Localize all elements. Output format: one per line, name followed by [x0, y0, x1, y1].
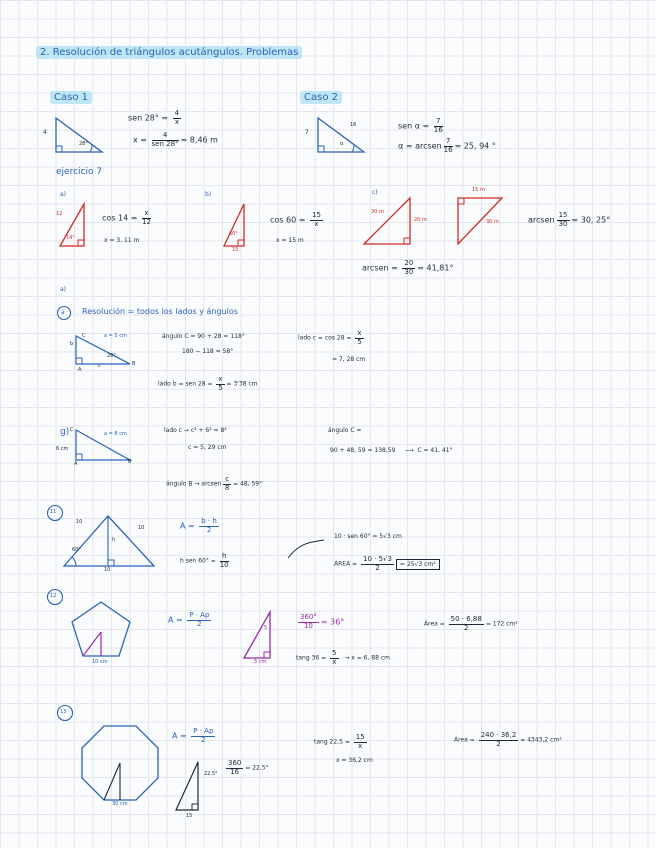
caso2-side-left: 7 — [305, 129, 309, 136]
part-a-l3: lado c = cos 28 = $\frac{x}{5}$ — [298, 329, 362, 346]
part-a-l4: = 7, 28 cm — [332, 356, 366, 363]
p12-tri-base: 5 cm — [254, 659, 267, 665]
p11-h-eq: h sen 60° = $\frac{h}{10}$ — [180, 552, 229, 569]
part-a-circle-label: a — [61, 309, 65, 316]
p13-tri-angle: 22,5° — [204, 771, 218, 777]
caso2-eq1: sen α = $\frac{7}{16}$ — [398, 117, 443, 134]
p11-triangle — [60, 512, 160, 570]
ej7-c-label: c) — [372, 189, 378, 196]
ej7-c-hyp: 30 m — [371, 209, 384, 215]
p11-height: h — [112, 537, 116, 543]
p11-side-right: 10 — [138, 525, 145, 531]
ej7-a-side: 12 — [56, 211, 63, 217]
ej7-b-eq1: cos 60 = $\frac{15}{x}$ — [270, 211, 321, 228]
caso2-triangle — [312, 112, 372, 156]
caso1-eq2: x = $\frac{4}{\text{sen 28°}}$ = 8,46 m — [133, 131, 218, 148]
part-g-vertex-c: C — [70, 427, 74, 433]
part-g-triangle — [70, 424, 136, 464]
caso1-side: 4 — [43, 129, 47, 136]
p11-base: 10 — [104, 567, 111, 573]
part-g-vertex-b: B — [128, 459, 132, 465]
ej7-b-side: 15 — [232, 247, 239, 253]
p12-area-formula: A = $\frac{P \cdot Ap}{2}$ — [168, 611, 210, 628]
p11-side-left: 10 — [76, 519, 83, 525]
ej7-b-triangle — [220, 200, 254, 250]
part-a-l2: 180 − 118 = 58° — [182, 348, 234, 355]
caso2-side-hyp: 16 — [350, 122, 357, 128]
ej7-a-label: a) — [60, 191, 67, 198]
ej7-a-angle: 14° — [66, 235, 75, 241]
p13-tan-eq: tang 22,5 = $\frac{15}{x}$ — [314, 733, 365, 750]
ej7-c-side: 20 m — [414, 217, 427, 223]
ej7-c-eq1: arcsen $\frac{15}{30}$ = 30, 25° — [528, 211, 611, 228]
part-g-l4: 90 + 48, 59 = 138,59 ⟶ C = 41, 41° — [330, 447, 453, 454]
ej7-b-eq2: x = 15 m — [276, 237, 304, 244]
ej7-c-top: 15 m — [472, 187, 485, 193]
part-a-side-a: a = 5 cm — [104, 333, 127, 339]
part-a-l1: ángulo C = 90 + 28 = 118° — [162, 333, 245, 340]
ej7-a-eq1: cos 14 = $\frac{x}{12}$ — [102, 209, 151, 226]
p12-triangle — [240, 608, 276, 662]
page-title: 2. Resolución de triángulos acutángulos. Problemas — [36, 48, 302, 58]
caso1-triangle — [50, 112, 110, 156]
caso2-label: Caso 2 — [300, 93, 342, 103]
ej7-c-eq2: arcsen = $\frac{20}{30}$ = 41,81° — [362, 259, 454, 276]
p13-side: 30 cm — [112, 801, 128, 807]
part-a-angle: 28° — [107, 353, 116, 359]
p11-angle: 60° — [72, 547, 81, 553]
part-a-side-b: b — [70, 341, 74, 347]
ejercicio7-label: ejercicio 7 — [56, 167, 103, 177]
part-a-heading: Resolución = todos los lados y ángulos — [82, 307, 238, 316]
caso1-angle: 28° — [79, 141, 88, 147]
p12-area: Área = $\frac{50 \cdot 6,88}{2}$ = 172 cm² — [424, 615, 518, 632]
p13-area: Área = $\frac{240 \cdot 36,2}{2}$ = 4343,2 cm² — [454, 731, 562, 748]
caso1-label: Caso 1 — [50, 93, 92, 103]
part-a-small-label: a) — [60, 286, 67, 293]
p12-angle-calc: $\frac{360^\circ}{10}$ = 36° — [300, 613, 345, 630]
part-g-l1: lado c → c² + 6² = 8² — [164, 427, 227, 434]
p13-area-formula: A = $\frac{P \cdot Ap}{2}$ — [172, 727, 214, 744]
part-g-vertex-a: A — [74, 461, 78, 467]
p11-r1: 10 · sen 60° = 5√3 cm — [334, 533, 402, 540]
p11-r2: ÁREA = $\frac{10 \cdot 5√3}{2}$ = 25√3 cm² — [334, 556, 440, 572]
p11-connector — [286, 536, 326, 562]
p13-tan-res: x = 36,2 cm — [336, 757, 373, 764]
p12-tan-eq: tang 36 = $\frac{5}{x}$ → x = 6, 88 cm — [296, 649, 390, 666]
part-a-vertex-b: B — [132, 361, 136, 367]
caso2-eq2: α = arcsen $\frac{7}{16}$ = 25, 94 ° — [398, 137, 496, 154]
p11-number: 11 — [50, 509, 57, 515]
ej7-c-right: 30 m — [486, 219, 499, 225]
p11-area-formula: A = $\frac{b \cdot h}{2}$ — [180, 517, 217, 534]
caso1-eq1: sen 28° = $\frac{4}{x}$ — [128, 109, 180, 126]
p13-angle-calc: $\frac{360}{16}$ = 22,5° — [228, 759, 269, 776]
p13-triangle — [172, 758, 208, 814]
part-g-l5: ángulo B → arcsen $\frac{c}{8}$ = 48, 59° — [166, 475, 263, 492]
p12-number: 12 — [50, 593, 57, 599]
part-a-l5: lado b = sen 28 = $\frac{x}{5}$ = 3'38 cm — [158, 375, 258, 392]
caso2-angle: α — [340, 141, 344, 147]
ej7-b-label: b) — [205, 191, 212, 198]
part-g-side-a: a = 8 cm — [104, 431, 127, 437]
ej7-b-angle: 60° — [229, 231, 238, 237]
ej7-a-eq2: x = 3, 11 m — [104, 237, 140, 244]
part-g-l2: c = 5, 29 cm — [188, 444, 227, 451]
ej7-a-triangle — [56, 200, 90, 250]
part-a-vertex-a: A — [78, 367, 82, 373]
part-g-label: g) — [60, 427, 70, 437]
p13-number: 13 — [60, 709, 67, 715]
p12-pentagon — [68, 598, 134, 662]
part-a-side-c: c — [98, 363, 101, 369]
p13-octagon — [78, 722, 162, 802]
p12-side: 10 cm — [92, 659, 108, 665]
part-a-vertex-c: C — [82, 333, 86, 339]
part-g-side-b: 6 cm — [56, 446, 69, 452]
part-g-l3: ángulo C = — [328, 427, 362, 434]
p12-tri-side: 5 — [264, 625, 268, 631]
p13-tri-base: 15 — [186, 813, 193, 819]
